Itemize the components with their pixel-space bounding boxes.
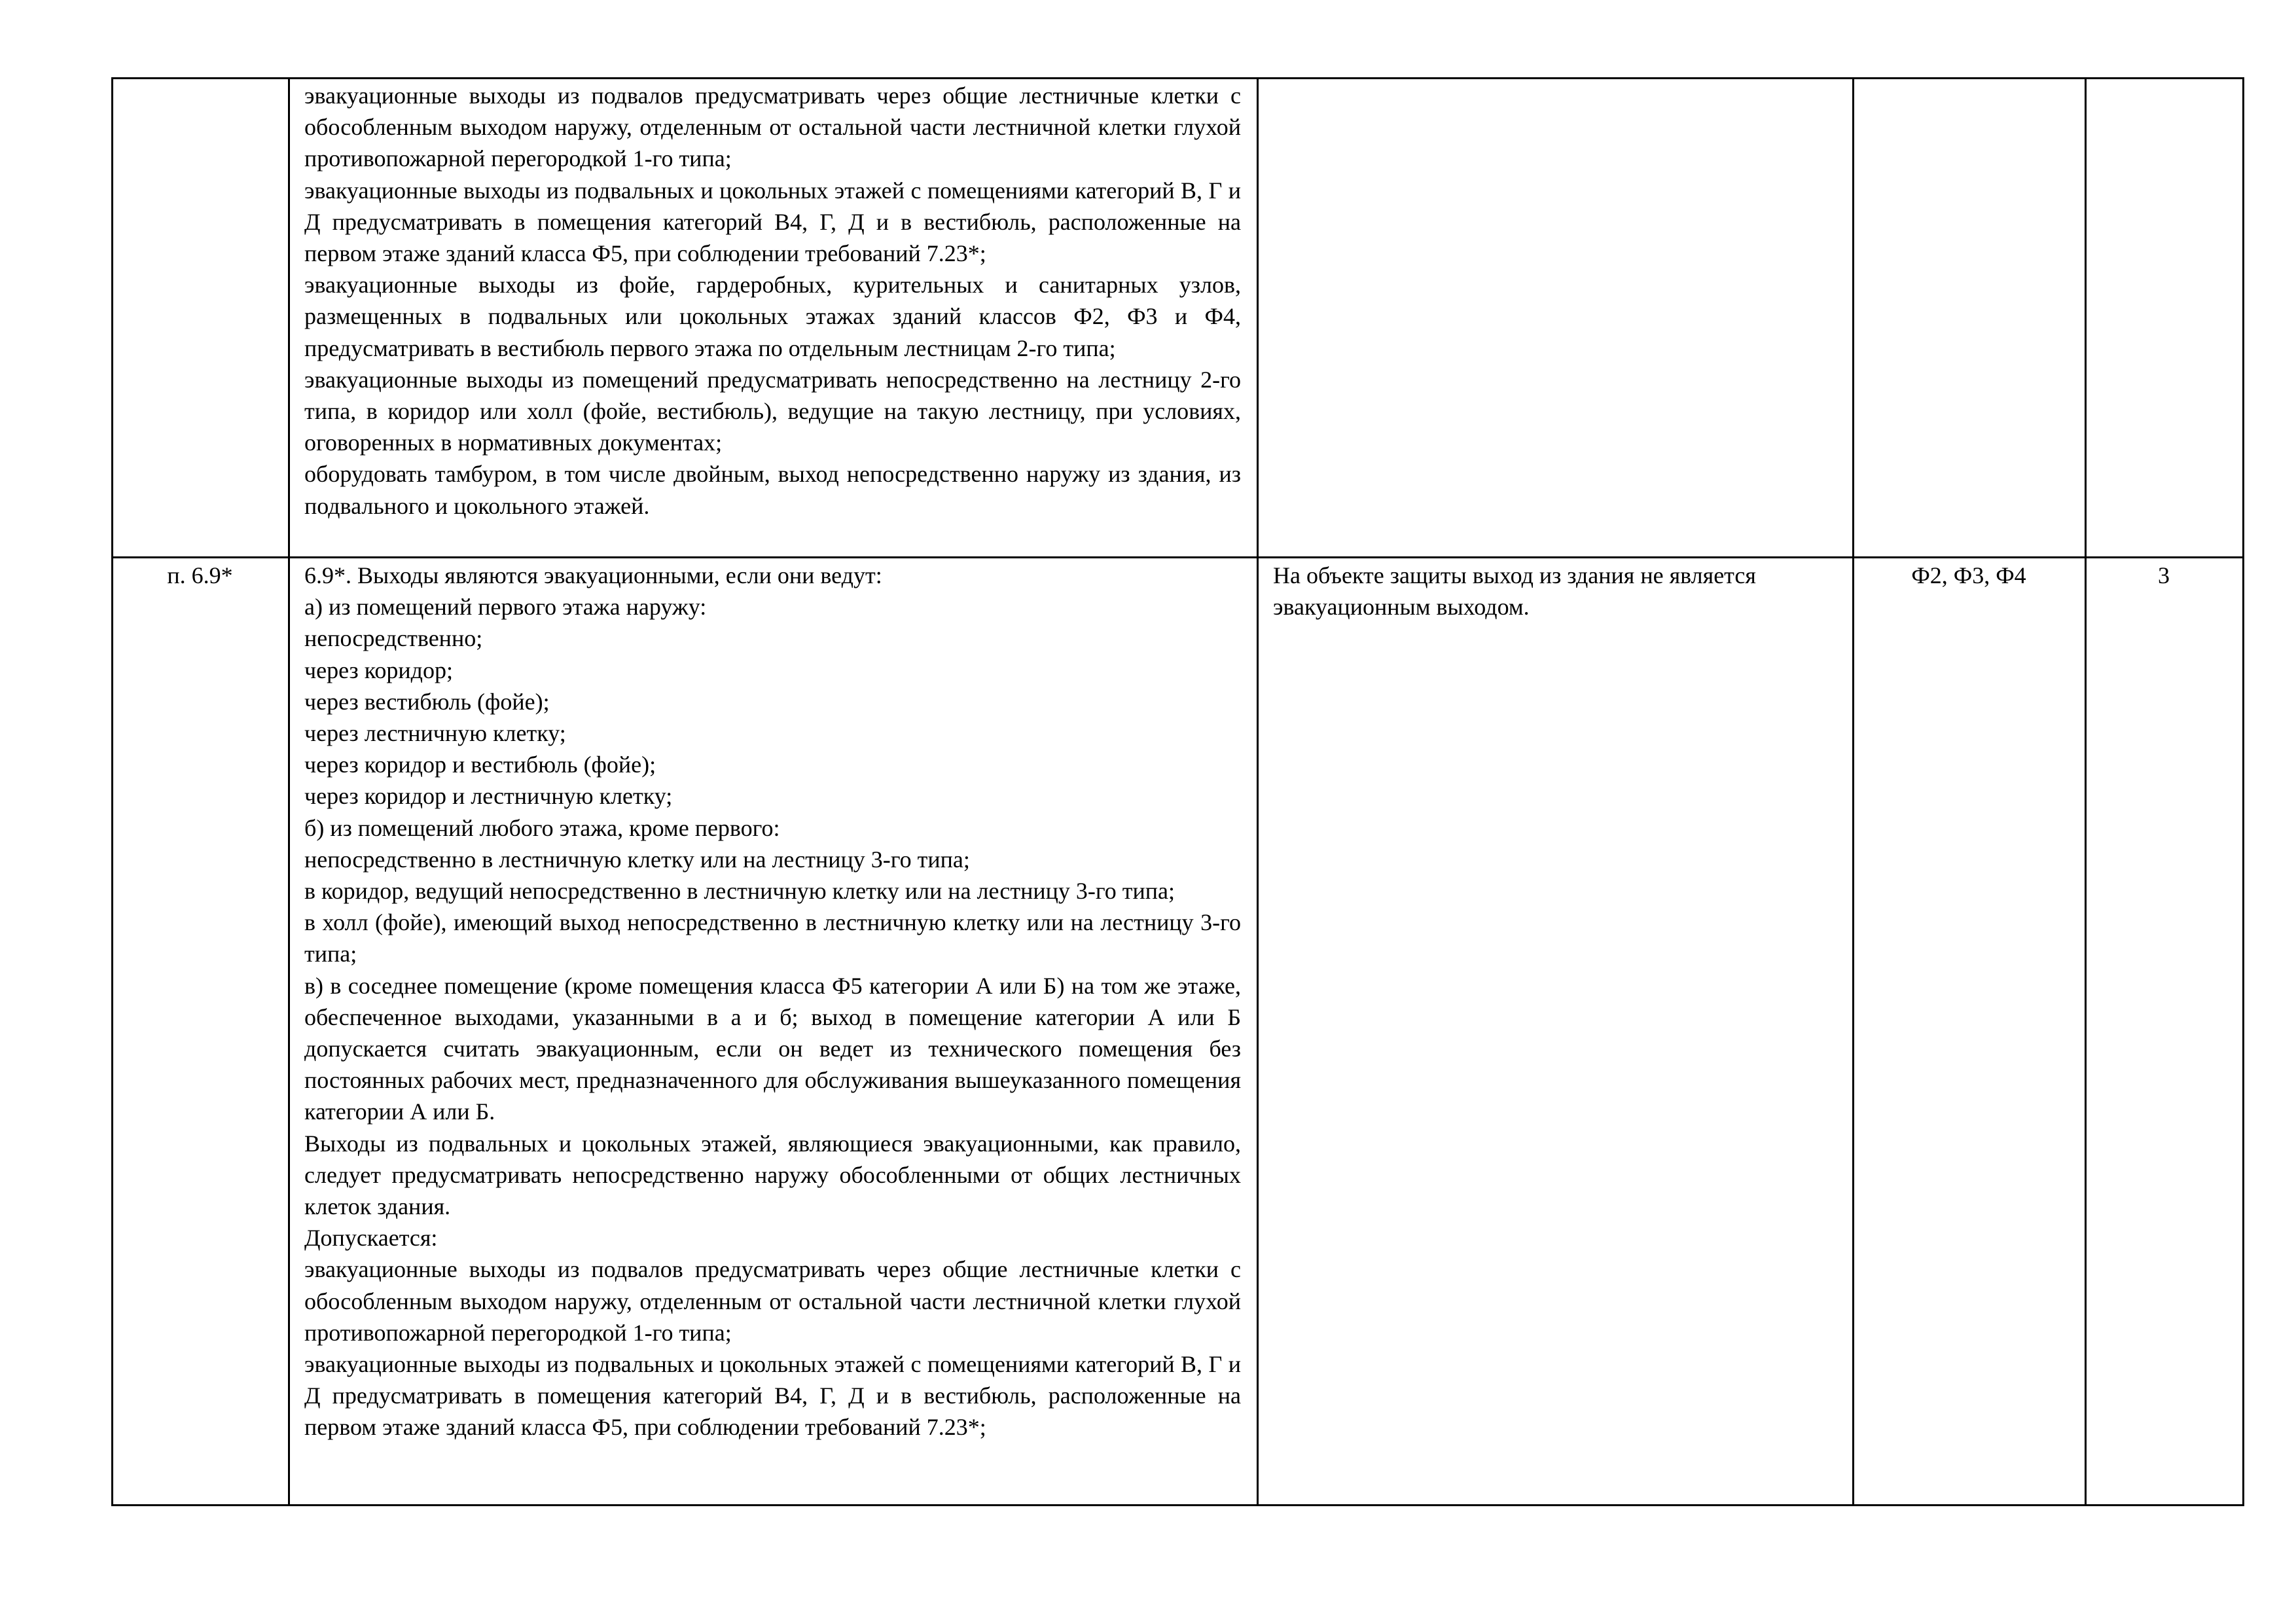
inspection-note-cell [1258,79,1854,558]
building-class-cell [1854,558,2086,1506]
table-row [113,79,2244,558]
requirement-paragraph: в коридор, ведущий непосредственно в лестничную клетку или на лестницу 3-го типа; [304,878,1175,905]
number-cell [2086,558,2244,1506]
requirements-table [111,77,2244,1506]
requirement-paragraph: 6.9*. Выходы являются эвакуационными, если они ведут: [304,562,882,588]
requirement-paragraph: в) в соседнее помещение (кроме помещения класса Ф5 категории А или Б) на том же этаже, обеспеченное выходами, указанными в а и б; выход в помещение категории А или Б допускается считать эвакуационным, если он ведет из технического помещения без постоянных рабочих мест, предназначенного для обслуживания вышеуказанного помещения категории А или Б. [304,972,1241,1125]
requirement-paragraph: через коридор; [304,657,453,683]
requirement-paragraph: эвакуационные выходы из помещений предусматривать непосредственно на лестницу 2-го типа, в коридор или холл (фойе, вестибюль), ведущие на такую лестницу, при условиях, оговоренных в нормативных документах; [304,366,1241,456]
requirement-paragraph: Допускается: [304,1225,438,1252]
requirement-paragraph: оборудовать тамбуром, в том числе двойным, выход непосредственно наружу из здания, из подвального и цокольного этажей. [304,461,1241,519]
requirement-paragraph: эвакуационные выходы из подвальных и цокольных этажей с помещениями категорий В, Г и Д предусматривать в помещения категорий В4, Г, Д и в вестибюль, расположенные на первом этаже зданий класса Ф5, при соблюдении требований 7.23*; [304,177,1241,267]
requirement-paragraph: через лестничную клетку; [304,720,566,747]
clause-reference: п. 6.9* [167,562,233,588]
requirement-paragraph: эвакуационные выходы из подвалов предусматривать через общие лестничные клетки с обособленным выходом наружу, отделенным от остальной части лестничной клетки глухой противопожарной перегородкой 1-го типа; [304,82,1241,172]
clause-reference-cell [113,79,289,558]
requirement-paragraph: в холл (фойе), имеющий выход непосредственно в лестничную клетку или на лестницу 3-го типа; [304,909,1241,967]
requirement-paragraph: эвакуационные выходы из фойе, гардеробных, курительных и санитарных узлов, размещенных в подвальных или цокольных этажах зданий классов Ф2, Ф3 и Ф4, предусматривать в вестибюль первого этажа по отдельным лестницам 2-го типа; [304,272,1241,361]
requirement-paragraph: через коридор и лестничную клетку; [304,783,673,810]
number-cell [2086,79,2244,558]
requirement-paragraph: через коридор и вестибюль (фойе); [304,751,656,778]
item-number: 3 [2158,562,2170,588]
requirement-paragraph: через вестибюль (фойе); [304,688,550,715]
requirement-paragraph: непосредственно; [304,625,483,652]
requirement-paragraph: непосредственно в лестничную клетку или на лестницу 3-го типа; [304,846,970,873]
inspection-note-cell [1258,558,1854,1506]
requirement-paragraph: а) из помещений первого этажа наружу: [304,594,707,621]
requirement-paragraph: эвакуационные выходы из подвалов предусматривать через общие лестничные клетки с обособленным выходом наружу, отделенным от остальной части лестничной клетки глухой противопожарной перегородкой 1-го типа; [304,1256,1241,1346]
requirement-text-cell [289,558,1258,1506]
building-class: Ф2, Ф3, Ф4 [1911,562,2026,588]
requirement-paragraph: б) из помещений любого этажа, кроме первого: [304,814,780,841]
clause-reference-cell [113,558,289,1506]
requirement-paragraph: Выходы из подвальных и цокольных этажей, являющиеся эвакуационными, как правило, следует предусматривать непосредственно наружу обособленными от общих лестничных клеток здания. [304,1130,1241,1220]
building-class-cell [1854,79,2086,558]
requirement-text-cell [289,79,1258,558]
table-row [113,558,2244,1506]
inspection-note: На объекте защиты выход из здания не является эвакуационным выходом. [1273,562,1756,621]
requirement-paragraph: эвакуационные выходы из подвальных и цокольных этажей с помещениями категорий В, Г и Д предусматривать в помещения категорий В4, Г, Д и в вестибюль, расположенные на первом этаже зданий класса Ф5, при соблюдении требований 7.23*; [304,1351,1241,1441]
